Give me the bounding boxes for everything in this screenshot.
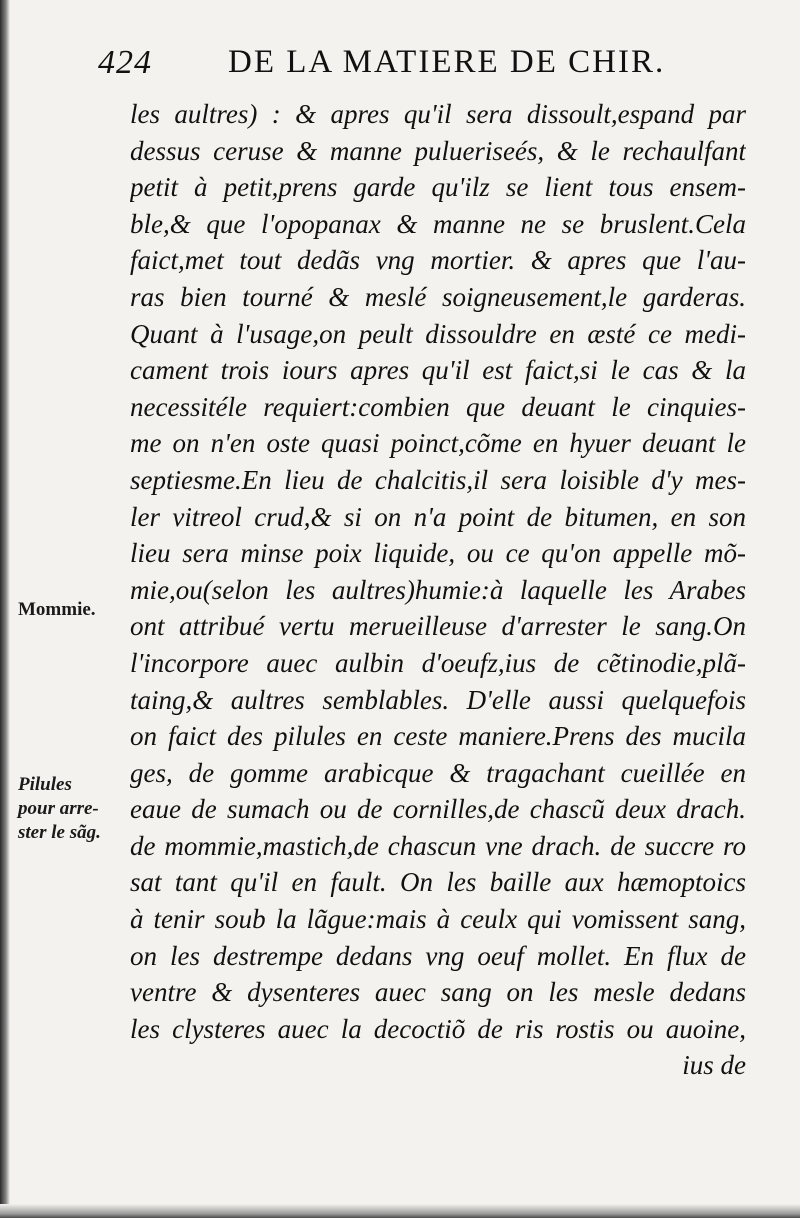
text-line: on faict des pilules en ceste maniere.Prens des mucila [130,721,746,752]
page-header [98,40,738,86]
page-shadow-edge [0,0,10,1218]
text-line: necessitéle requiert:combien que deuant le cinquies- [130,391,746,422]
margin-note-line: pour arre- [18,798,99,819]
text-line: dessus ceruse & manne pulueriseés, & le rechaulfant [130,135,746,166]
text-line: ble,& que l'opopanax & manne ne se bruslent.Cela [130,208,746,239]
page-bottom-edge [0,1204,800,1218]
page-number: 424 [98,44,152,81]
text-line: me on n'en oste quasi poinct,cõme en hyuer deuant le [130,428,746,459]
text-line: petit à petit,prens garde qu'ilz se lient tous ensem- [130,172,746,203]
body-text [130,96,746,1084]
text-line: l'incorpore auec aulbin d'oeufz,ius de cẽtinodie,plã- [130,647,746,678]
margin-note-pilules [18,773,101,845]
margin-note-mommie [18,598,96,622]
text-line: les aultres) : & apres qu'il sera dissoult,espand par [130,99,746,129]
running-head: DE LA MATIERE DE CHIR. [228,44,666,80]
text-line: faict,met tout dedãs vng mortier. & apres que l'au- [130,245,746,276]
margin-note-line: Pilules [18,774,72,795]
text-line: ras bien tourné & meslé soigneusement,le garderas. [130,281,746,312]
text-line: de mommie,mastich,de chascun vne drach. de succre ro [130,830,746,861]
text-line: on les destrempe dedans vng oeuf mollet. En flux de [130,940,746,971]
text-line: ges, de gomme arabicque & tragachant cueillée en [130,757,746,788]
text-line: ont attribué vertu merueilleuse d'arrester le sang.On [130,611,746,642]
text-line: à tenir soub la lãgue:mais à ceulx qui vomissent sang, [130,904,746,935]
catchword: ius de [682,1050,746,1081]
text-line: sat tant qu'il en fault. On les baille aux hæmoptoics [130,867,746,898]
text-line: eaue de sumach ou de cornilles,de chascũ deux drach. [130,794,746,825]
margin-note-line: ster le sãg. [18,822,101,843]
text-line: taing,& aultres semblables. D'elle aussi quelquefois [130,684,746,715]
margin-note-line: Mommie. [18,599,96,620]
text-line: mie,ou(selon les aultres)humie:à laquelle les Arabes [130,574,746,605]
text-line: ventre & dysenteres auec sang on les mesle dedans [130,977,746,1008]
text-line: les clysteres auec la decoctiõ de ris rostis ou auoine, [130,1013,746,1044]
text-line: lieu sera minse poix liquide, ou ce qu'on appelle mõ- [130,538,746,569]
text-line: septiesme.En lieu de chalcitis,il sera loisible d'y mes- [130,464,746,495]
text-line: ler vitreol crud,& si on n'a point de bitumen, en son [130,501,746,532]
text-line: Quant à l'usage,on peult dissouldre en æsté ce medi- [130,318,746,349]
text-line: cament trois iours apres qu'il est faict,si le cas & la [130,355,746,386]
